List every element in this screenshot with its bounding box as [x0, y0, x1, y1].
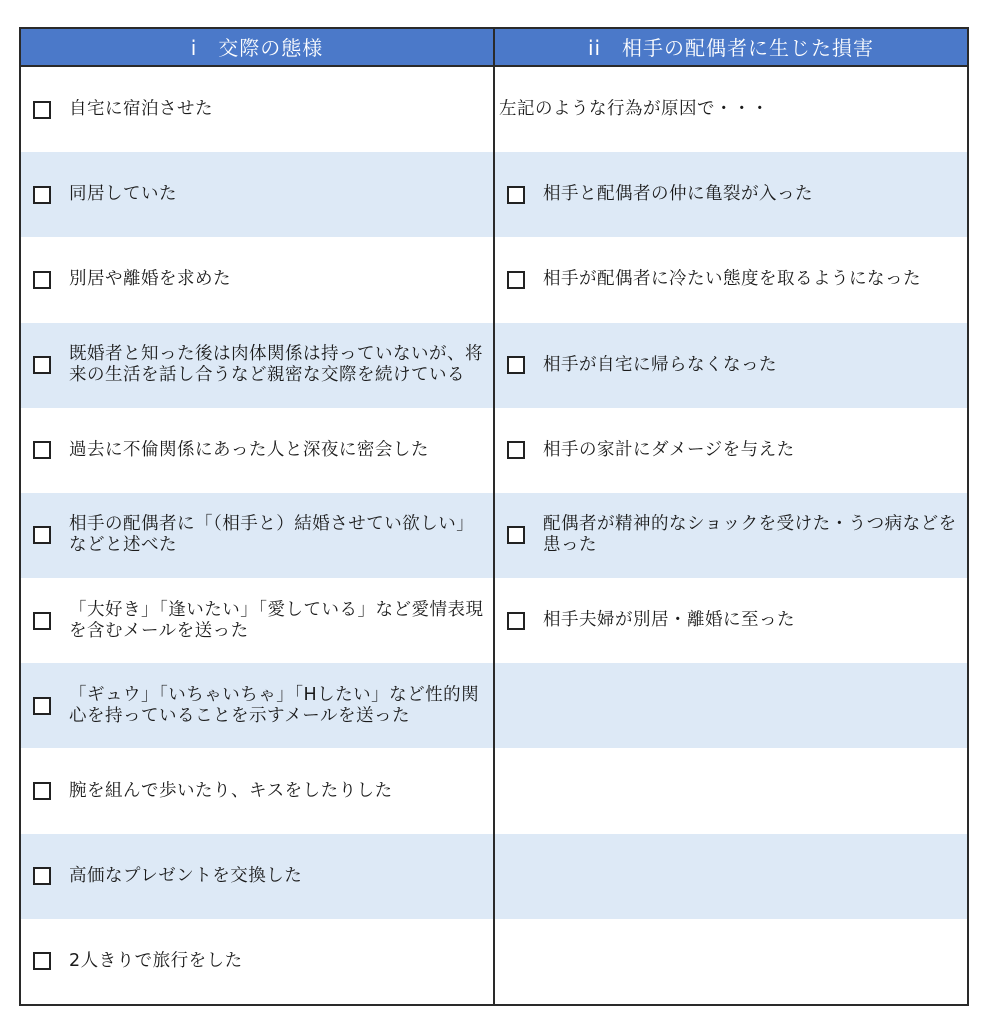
damage-label: 相手夫婦が別居・離婚に至った — [543, 610, 795, 631]
header-conduct: i 交際の態様 — [21, 29, 495, 65]
table-row — [21, 663, 967, 748]
damage-cell — [495, 152, 967, 237]
damage-checkbox[interactable] — [507, 186, 525, 204]
empty-damage-cell — [495, 748, 967, 833]
conduct-label: 同居していた — [69, 184, 177, 205]
conduct-checkbox[interactable] — [33, 441, 51, 459]
conduct-cell — [21, 323, 495, 408]
conduct-checkbox[interactable] — [33, 526, 51, 544]
damage-label: 相手と配偶者の仲に亀裂が入った — [543, 184, 813, 205]
damage-label: 配偶者が精神的なショックを受けた・うつ病などを患った — [543, 514, 957, 556]
table-row — [21, 834, 967, 919]
conduct-cell — [21, 152, 495, 237]
conduct-label: 自宅に宿泊させた — [69, 99, 213, 120]
table-row — [21, 748, 967, 833]
conduct-label: 既婚者と知った後は肉体関係は持っていないが、将来の生活を話し合うなど親密な交際を続けている — [69, 344, 483, 386]
damage-cell — [495, 237, 967, 322]
conduct-cell — [21, 578, 495, 663]
damage-cell — [495, 493, 967, 578]
empty-damage-cell — [495, 919, 967, 1004]
conduct-checkbox[interactable] — [33, 271, 51, 289]
damage-checkbox[interactable] — [507, 526, 525, 544]
conduct-label: 腕を組んで歩いたり、キスをしたりした — [69, 780, 393, 801]
conduct-cell — [21, 67, 495, 152]
table-row — [21, 578, 967, 663]
conduct-label: 「ギュウ」「いちゃいちゃ」「Hしたい」など性的関心を持っていることを示すメールを送った — [69, 684, 480, 726]
conduct-checkbox[interactable] — [33, 186, 51, 204]
damage-intro-text: 左記のような行為が原因で・・・ — [499, 99, 769, 120]
table-body — [21, 67, 967, 1004]
conduct-cell — [21, 408, 495, 493]
table-row — [21, 67, 967, 152]
conduct-label: 高価なプレゼントを交換した — [69, 865, 303, 886]
conduct-checkbox[interactable] — [33, 612, 51, 630]
conduct-label: 相手の配偶者に「（相手と）結婚させてい欲しい」などと述べた — [69, 514, 475, 556]
conduct-checkbox[interactable] — [33, 867, 51, 885]
empty-damage-cell — [495, 834, 967, 919]
table-row — [21, 237, 967, 322]
conduct-label: 別居や離婚を求めた — [69, 269, 231, 290]
damage-cell — [495, 578, 967, 663]
header-row — [21, 29, 967, 67]
conduct-cell — [21, 748, 495, 833]
table-row — [21, 493, 967, 578]
conduct-label: 2人きりで旅行をした — [69, 950, 243, 971]
damage-intro-cell — [495, 67, 967, 152]
damage-checkbox[interactable] — [507, 441, 525, 459]
table-row — [21, 323, 967, 408]
damage-checkbox[interactable] — [507, 271, 525, 289]
conduct-label: 「大好き」「逢いたい」「愛している」など愛情表現を含むメールを送った — [69, 599, 484, 641]
empty-damage-cell — [495, 663, 967, 748]
table-row — [21, 152, 967, 237]
damage-label: 相手が自宅に帰らなくなった — [543, 354, 777, 375]
checklist-table — [19, 27, 969, 1006]
conduct-cell — [21, 834, 495, 919]
damage-label: 相手が配偶者に冷たい態度を取るようになった — [543, 269, 921, 290]
damage-cell — [495, 323, 967, 408]
conduct-checkbox[interactable] — [33, 101, 51, 119]
conduct-checkbox[interactable] — [33, 952, 51, 970]
conduct-cell — [21, 919, 495, 1004]
conduct-cell — [21, 237, 495, 322]
damage-checkbox[interactable] — [507, 612, 525, 630]
damage-label: 相手の家計にダメージを与えた — [543, 439, 795, 460]
conduct-checkbox[interactable] — [33, 356, 51, 374]
damage-checkbox[interactable] — [507, 356, 525, 374]
conduct-label: 過去に不倫関係にあった人と深夜に密会した — [69, 439, 429, 460]
conduct-cell — [21, 493, 495, 578]
damage-cell — [495, 408, 967, 493]
conduct-cell — [21, 663, 495, 748]
header-damage: ii 相手の配偶者に生じた損害 — [587, 36, 875, 61]
table-row — [21, 408, 967, 493]
table-row — [21, 919, 967, 1004]
conduct-checkbox[interactable] — [33, 697, 51, 715]
conduct-checkbox[interactable] — [33, 782, 51, 800]
